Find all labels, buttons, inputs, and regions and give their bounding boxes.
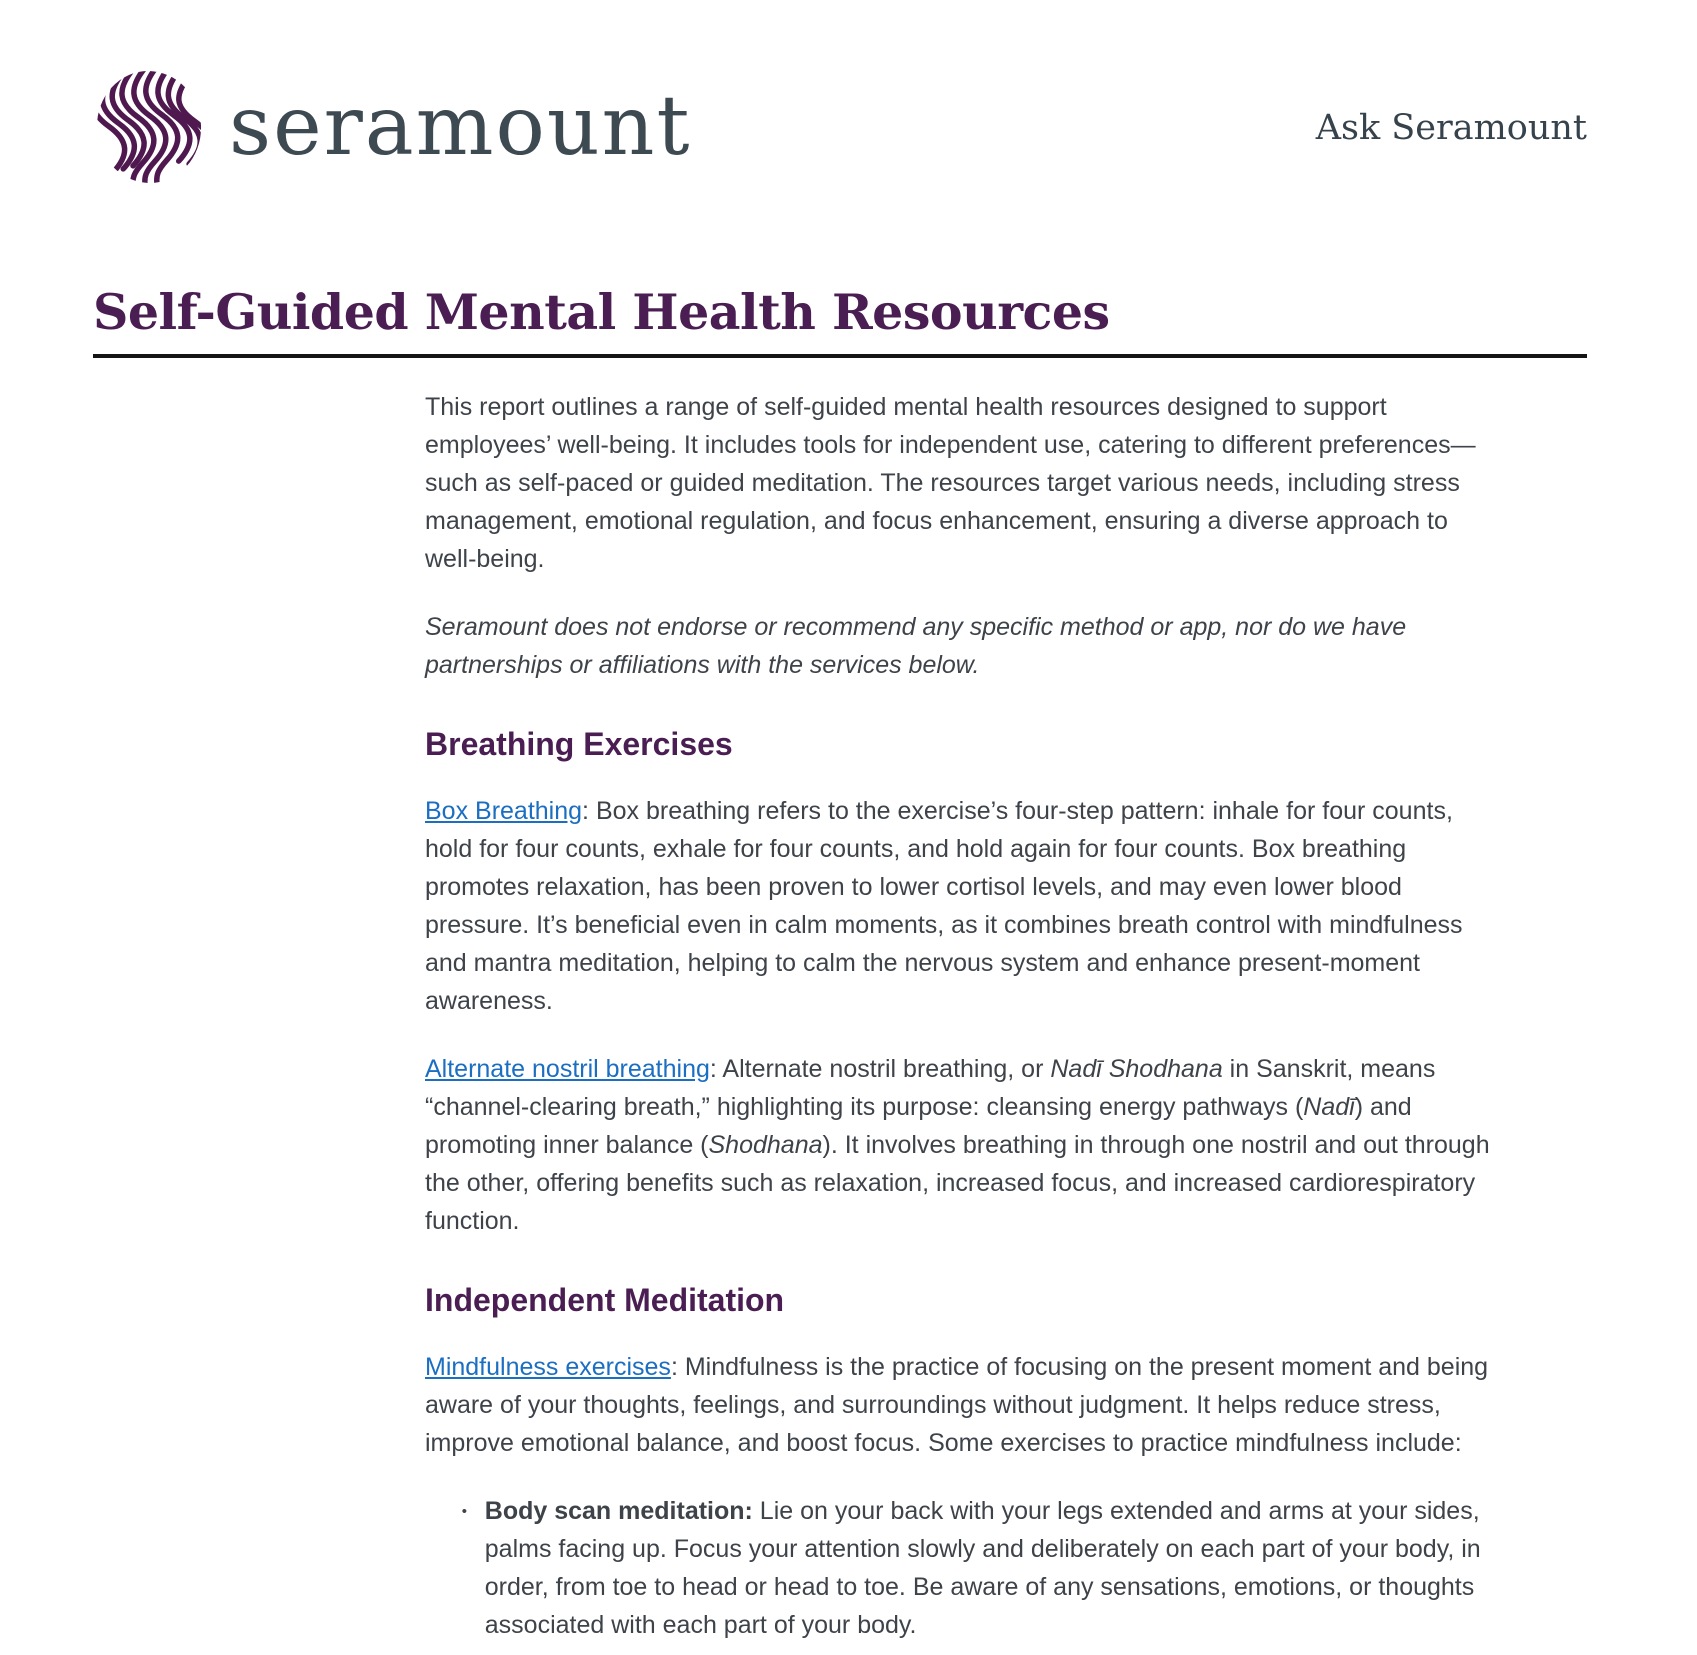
alternate-nostril-text-3: ) and promoting inner balance (: [425, 1092, 1412, 1159]
section-heading-breathing-exercises: Breathing Exercises: [425, 725, 733, 762]
alternate-nostril-link[interactable]: Alternate nostril breathing: [425, 1054, 710, 1083]
mindfulness-paragraph: [425, 1348, 1490, 1462]
disclaimer-paragraph: Seramount does not endorse or recommend any specific method or app, nor do we have partnerships or affiliations with the services below.: [425, 612, 1407, 679]
intro-paragraph: This report outlines a range of self-guided mental health resources designed to support employees’ well-being. It includes tools for independent use, catering to different preferences—such as self-paced or guided meditation. The resources target various needs, including stress management, emotional regulation, and focus enhancement, ensuring a diverse approach to well-being.: [425, 392, 1476, 573]
mindfulness-exercise-list: [425, 1492, 1490, 1644]
alternate-nostril-text-2: in Sanskrit, means “channel-clearing breath,” highlighting its purpose: cleansing energy pathways (: [425, 1054, 1436, 1121]
list-item-content: [485, 1492, 1490, 1644]
header: [93, 68, 1587, 186]
list-item-body-scan: [460, 1492, 1490, 1644]
alternate-nostril-text-1: : Alternate nostril breathing, or: [709, 1054, 1051, 1083]
page-title: Self-Guided Mental Health Resources: [93, 283, 1110, 341]
box-breathing-link[interactable]: Box Breathing: [425, 796, 583, 825]
brand: [93, 68, 691, 186]
mindfulness-text: : Mindfulness is the practice of focusing on the present moment and being aware of your thoughts, feelings, and surroundings without judgment. It helps reduce stress, improve emotional balance, and boost focus. Some exercises to practice mindfulness include:: [425, 1352, 1489, 1457]
brand-wordmark: seramount: [229, 79, 692, 174]
bullet-icon: •: [461, 1502, 468, 1520]
ask-seramount-link[interactable]: Ask Seramount: [1315, 108, 1587, 148]
nadi-term: Nadī: [1303, 1092, 1355, 1121]
section-heading-independent-meditation: Independent Meditation: [425, 1281, 785, 1318]
body-scan-term: Body scan meditation:: [484, 1496, 753, 1525]
box-breathing-text: : Box breathing refers to the exercise’s four-step pattern: inhale for four counts, hold for four counts, exhale for four counts, and hold again for four counts. Box breathing promotes relaxation, has been proven to lower cortisol levels, and may even lower blood pressure. It’s beneficial even in calm moments, as it combines breath control with mindfulness and mantra meditation, helping to calm the nervous system and enhance present-moment awareness.: [425, 796, 1463, 1015]
box-breathing-paragraph: [425, 792, 1490, 1020]
seramount-logo-icon: [93, 68, 205, 186]
document-body: [425, 388, 1490, 1644]
title-divider: [93, 354, 1587, 358]
nadi-shodhana-term: Nadī Shodhana: [1050, 1054, 1223, 1083]
mindfulness-exercises-link[interactable]: Mindfulness exercises: [425, 1352, 671, 1381]
shodhana-term: Shodhana: [708, 1130, 823, 1159]
alternate-nostril-text-4: ). It involves breathing in through one nostril and out through the other, offering benefits such as relaxation, increased focus, and increased cardiorespiratory function.: [425, 1130, 1490, 1235]
alternate-nostril-paragraph: [425, 1050, 1490, 1240]
body-scan-text: Lie on your back with your legs extended and arms at your sides, palms facing up. Focus your attention slowly and deliberately on each part of your body, in order, from toe to head or head to toe. Be aware of any sensations, emotions, or thoughts associated with each part of your body.: [484, 1496, 1481, 1639]
